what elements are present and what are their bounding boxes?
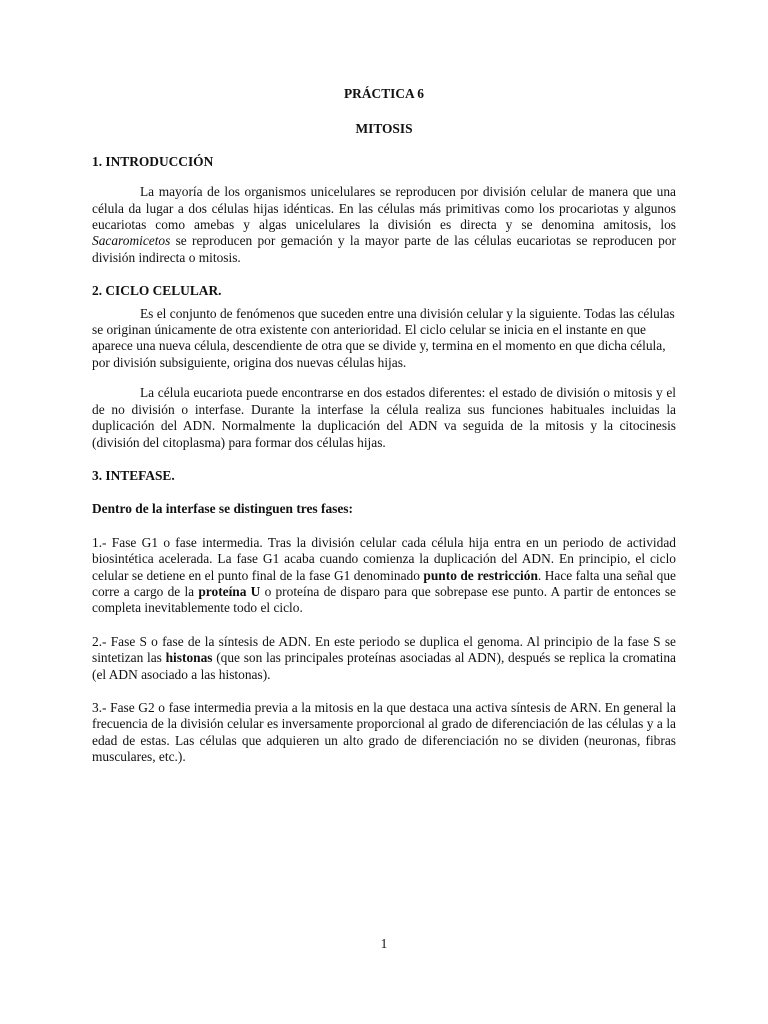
g1-text-1: 1.- Fase G1 o fase intermedia. Tras la división celular cada célula hija entra en un periodo de actividad biosintética acelerada. La fase G1 acaba cuando comienza la duplicación del ADN. En principio, el ciclo celular se detiene en el punto final de la fase G1 denominado [92, 534, 676, 583]
g1-text-3: o proteína de disparo para que sobrepase ese punto. A partir de entonces se completa inevitablemente todo el ciclo. [92, 583, 676, 616]
g1-text-2: . Hace falta una señal que corre a cargo de la [92, 567, 676, 599]
s-bold-term: histonas [165, 650, 213, 666]
document-subtitle: MITOSIS [355, 121, 413, 137]
intro-text-1: La mayoría de los organismos unicelulares se reproducen por división celular de manera que una célula da lugar a dos células hijas idénticas. En las células más primitivas como los procariotas y algunos eucariotas como amebas y algas unicelulares la división es directa y se denomina amitosis, los [92, 184, 676, 233]
s-text-1: 2.- Fase S o fase de la síntesis de ADN. En este periodo se duplica el genoma. Al principio de la fase S se sintetizan las [92, 633, 676, 666]
section-heading-ciclo-celular: 2. CICLO CELULAR. [92, 283, 222, 299]
fase-s-paragraph [92, 634, 676, 683]
ciclo-paragraph-1: Es el conjunto de fenómenos que suceden entre una división celular y la siguiente. Todas las células se originan únicamente de otra existente con anterioridad. El ciclo celular se inicia en el instante en que aparece una nueva célula, descendiente de otra que se divide y, termina en el momento en que dicha célula, por división subsiguiente, origina dos nuevas células hijas. [92, 305, 675, 370]
ciclo-paragraph-2: La célula eucariota puede encontrarse en dos estados diferentes: el estado de división o mitosis y el de no división o interfase. Durante la interfase la célula realiza sus funciones habituales incluidas la duplicación del ADN. Normalmente la duplicación del ADN va seguida de la mitosis y la citocinesis (división del citoplasma) para formar dos células hijas. [92, 385, 676, 450]
section-heading-introduccion: 1. INTRODUCCIÓN [92, 153, 214, 169]
g1-bold-term-1: punto de restricción [423, 567, 538, 583]
intro-paragraph [92, 184, 676, 266]
intro-italic-term: Sacaromicetos [92, 233, 171, 249]
intro-text-2: se reproducen por gemación y la mayor parte de las células eucariotas se reproducen por división indirecta o mitosis. [92, 233, 676, 265]
g1-bold-term-2: proteína U [198, 583, 261, 599]
section-heading-interfase: 3. INTEFASE. [92, 467, 175, 483]
document-body [92, 86, 676, 766]
fase-g1-paragraph [92, 535, 676, 617]
fase-g2-paragraph: 3.- Fase G2 o fase intermedia previa a la mitosis en la que destaca una activa síntesis de ARN. En general la frecuencia de la división celular es inversamente proporcional al grado de diferenciación de las células y a la edad de estas. Las células que adquieren un alto grado de diferenciación no se dividen (neuronas, fibras musculares, etc.). [92, 699, 676, 765]
document-title: PRÁCTICA 6 [344, 86, 424, 101]
interfase-subheading: Dentro de la interfase se distinguen tres fases: [92, 501, 353, 517]
page-number: 1 [380, 936, 388, 951]
s-text-2: (que son las principales proteínas asociadas al ADN), después se replica la cromatina (el ADN asociado a las histonas). [92, 650, 676, 682]
